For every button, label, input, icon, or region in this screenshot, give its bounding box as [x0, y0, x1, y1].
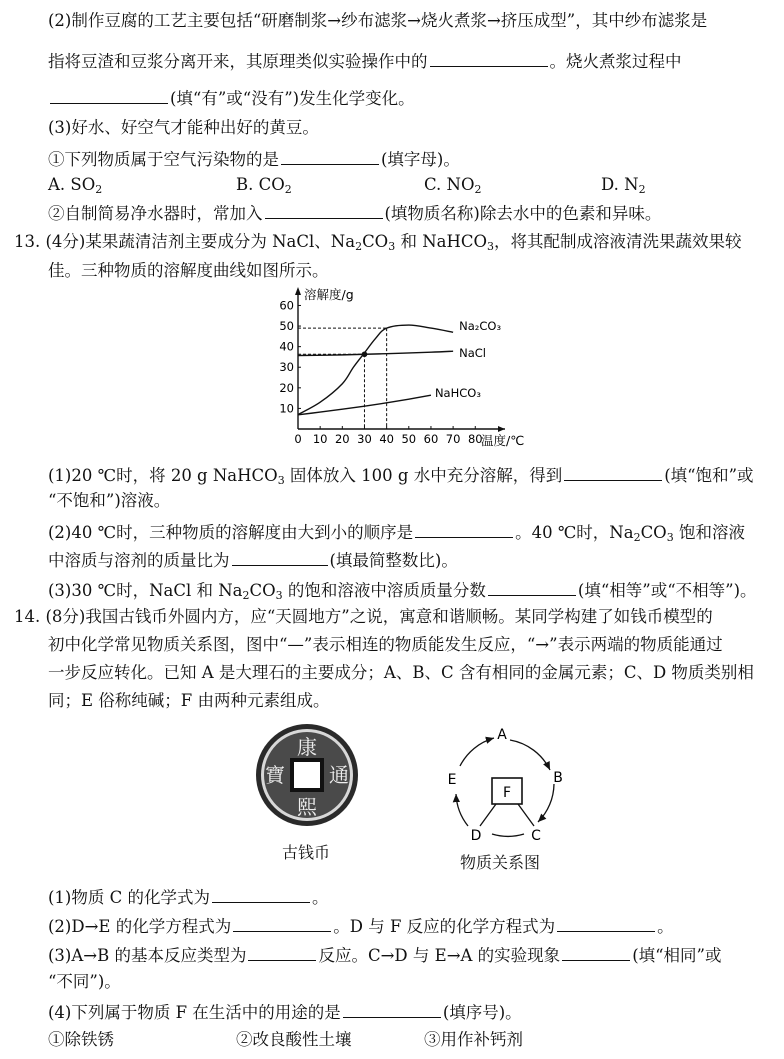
series-label: Na₂CO₃ — [459, 319, 502, 334]
q13-part1-line2: “不饱和”)溶液。 — [48, 491, 171, 510]
q14-use-option-1: ①除铁锈 — [48, 1030, 114, 1049]
q13-stem-line2: 佳。三种物质的溶解度曲线如图所示。 — [48, 261, 329, 280]
series-label: NaCl — [459, 346, 486, 361]
q14-part1: (1)物质 C 的化学式为 。 — [48, 885, 329, 909]
x-tick-label: 10 — [312, 432, 328, 446]
coin-char-left: 寶 — [265, 763, 285, 787]
y-axis-label: 溶解度/g — [304, 287, 354, 302]
coin-caption: 古钱币 — [282, 843, 331, 862]
q14-equation-de-blank[interactable] — [233, 914, 331, 932]
x-tick-label: 40 — [379, 432, 394, 446]
q12-option-c: C. $NO_2$ — [424, 175, 482, 196]
y-tick-label: 20 — [279, 380, 294, 395]
node-d: D — [470, 828, 482, 844]
y-tick-label: 10 — [279, 401, 294, 416]
node-e: E — [447, 772, 457, 788]
y-tick-label: 60 — [279, 298, 294, 313]
x-tick-label: 60 — [423, 432, 439, 446]
q12-part3-2: ②自制简易净水器时，常加入 (填物质名称)除去水中的色素和异味。 — [48, 201, 661, 225]
coin-char-bottom: 熙 — [297, 795, 317, 819]
q14-stem-line2: 初中化学常见物质关系图，图中“—”表示相连的物质能发生反应，“→”表示两端的物质能通过 — [48, 635, 723, 654]
q14-use-blank[interactable] — [343, 1000, 441, 1018]
q13-saturation-blank[interactable] — [564, 463, 662, 481]
coin-char-right: 通 — [329, 763, 349, 787]
series-line — [298, 351, 453, 355]
x-tick-label: 50 — [401, 432, 417, 446]
q14-use-option-2: ②改良酸性土壤 — [236, 1030, 352, 1049]
x-tick-label: 80 — [467, 432, 483, 446]
q12-change-blank[interactable] — [50, 86, 168, 104]
solubility-chart — [270, 283, 560, 453]
q12-option-d: D. $N_2$ — [601, 175, 646, 196]
q12-part2-line1: (2)制作豆腐的工艺主要包括“研磨制浆→纱布滤浆→烧火煮浆→挤压成型”，其中纱布滤浆是 — [48, 11, 708, 30]
x-tick-label: 70 — [445, 432, 461, 446]
intersection-point — [362, 351, 368, 357]
series-label: NaHCO₃ — [434, 386, 481, 401]
y-axis-arrow — [295, 287, 301, 295]
q14-part2: (2)D→E 的化学方程式为 。D 与 F 反应的化学方程式为 。 — [48, 914, 674, 938]
relationship-diagram — [434, 722, 584, 850]
q14-formula-c-blank[interactable] — [212, 885, 310, 903]
q14-stem-line1: 14. (8分)我国古钱币外圆内方，应“天圆地方”之说，寓意和谐顺畅。某同学构建了如钱币模型的 — [14, 607, 713, 626]
q13-part2-line1: (2)40 ℃时，三种物质的溶解度由大到小的顺序是 。40 ℃时，$Na_2CO_3$ 饱和溶液 — [48, 520, 745, 544]
q14-stem-line4: 同；E 俗称纯碱；F 由两种元素组成。 — [48, 691, 330, 710]
q12-option-b: B. $CO_2$ — [236, 175, 292, 196]
x-tick-label: 0 — [294, 432, 302, 446]
q12-part3-1: ①下列物质属于空气污染物的是 (填字母)。 — [48, 147, 460, 171]
series-line — [298, 325, 453, 415]
coin-char-top: 康 — [297, 735, 317, 759]
q14-use-option-3: ③用作补钙剂 — [424, 1030, 523, 1049]
q12-filter-blank[interactable] — [430, 49, 548, 67]
x-tick-label: 30 — [357, 432, 372, 446]
q13-part1-line1: (1)20 ℃时，将 20 g NaHCO$_3$ 固体放入 100 g 水中充分溶解，得到 (填“饱和”或 — [48, 463, 754, 487]
q14-reaction-type-blank[interactable] — [248, 943, 316, 961]
q13-fraction-blank[interactable] — [488, 578, 576, 596]
q13-order-blank[interactable] — [415, 520, 513, 538]
q13-part3: (3)30 ℃时，NaCl 和 $Na_2CO_3$ 的饱和溶液中溶质质量分数 (填“相等”或“不相等”)。 — [48, 578, 757, 602]
ancient-coin — [252, 720, 362, 830]
q13-stem-line1: 13. (4分)某果蔬清洁剂主要成分为 NaCl、$Na_2CO_3$ 和 NaHCO$_3$，将其配制成溶液清洗果蔬效果较 — [14, 232, 742, 253]
q14-stem-line3: 一步反应转化。已知 A 是大理石的主要成分；A、B、C 含有相同的金属元素；C、D 物质类别相 — [48, 663, 754, 682]
x-tick-label: 20 — [334, 432, 350, 446]
x-axis-label: 温度/℃ — [481, 433, 525, 448]
q12-part3: (3)好水、好空气才能种出好的黄豆。 — [48, 118, 319, 137]
y-tick-label: 30 — [279, 360, 294, 375]
node-f: F — [502, 785, 512, 801]
q14-phenomenon-blank[interactable] — [562, 943, 630, 961]
y-tick-label: 50 — [279, 319, 294, 334]
diagram-caption: 物质关系图 — [460, 853, 541, 872]
q14-part4: (4)下列属于物质 F 在生活中的用途的是 (填序号)。 — [48, 1000, 522, 1024]
q14-part3-line2: “不同”)。 — [48, 972, 121, 991]
q13-ratio-blank[interactable] — [232, 548, 328, 566]
q12-part2-line2: 指将豆渣和豆浆分离开来，其原理类似实验操作中的 。烧火煮浆过程中 — [48, 49, 682, 73]
node-c: C — [531, 828, 541, 844]
y-tick-label: 40 — [279, 339, 294, 354]
x-axis-arrow — [498, 426, 505, 432]
q14-part3-line1: (3)A→B 的基本反应类型为 反应。C→D 与 E→A 的实验现象 (填“相同”或 — [48, 943, 722, 967]
q12-pollutant-blank[interactable] — [281, 147, 379, 165]
q14-equation-df-blank[interactable] — [557, 914, 655, 932]
q12-part2-line3: (填“有”或“没有”)发生化学变化。 — [48, 86, 415, 110]
node-a: A — [497, 727, 507, 743]
node-b: B — [553, 770, 563, 786]
q12-adsorbent-blank[interactable] — [265, 201, 383, 219]
q13-part2-line2: 中溶质与溶剂的质量比为 (填最简整数比)。 — [48, 548, 458, 572]
q12-option-a: A. $SO_2$ — [48, 175, 103, 196]
